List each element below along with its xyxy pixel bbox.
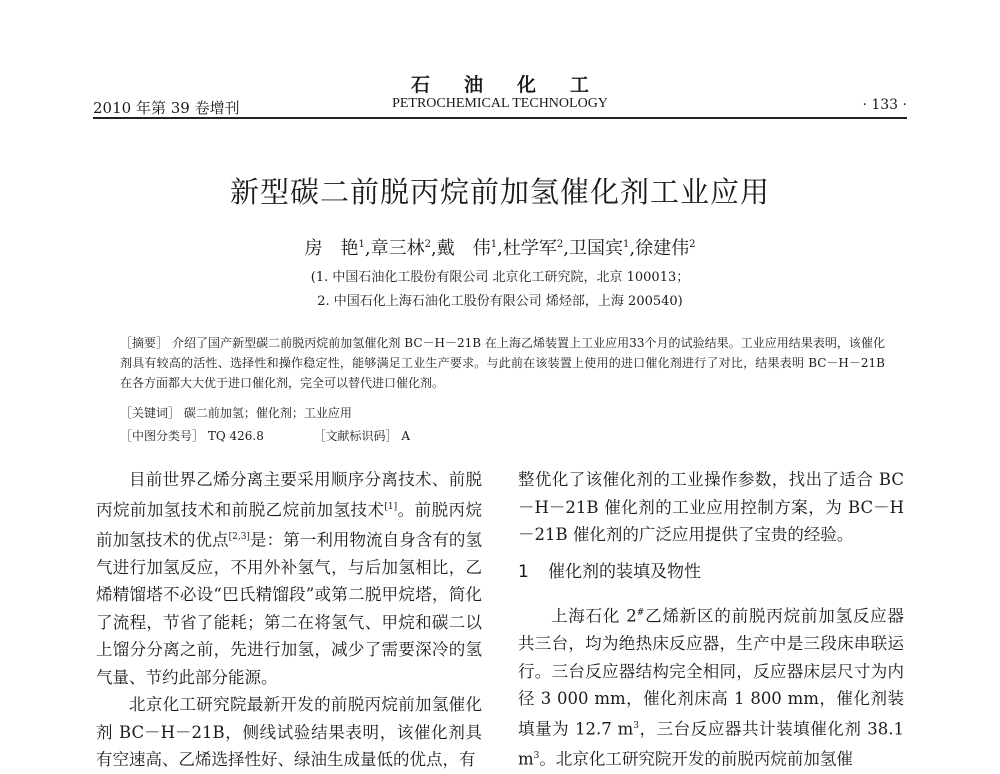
author-affiliation-mark: 2: [556, 239, 564, 250]
text-run: 上海石化 2: [551, 606, 637, 626]
body-paragraph: [96, 466, 482, 691]
superscript: #: [636, 608, 645, 618]
keywords-label: ［关键词］: [120, 406, 181, 420]
author: 卫国宾: [568, 238, 623, 259]
classification-line: [120, 427, 410, 444]
keywords-text: 碳二前加氢；催化剂；工业应用: [183, 406, 352, 420]
citation: [2,3]: [228, 531, 250, 542]
superscript: 3: [533, 750, 540, 761]
classification-label: ［中图分类号］: [120, 429, 205, 443]
body-paragraph: 北京化工研究院最新开发的前脱丙烷前加氢催化剂 BC－H－21B，侧线试验结果表明，该催化剂具有空速高、乙烯选择性好、绿油生成量低的优点，有: [96, 695, 482, 769]
section-number: 1: [518, 561, 529, 582]
section-title: 催化剂的装填及物性: [548, 561, 701, 582]
affiliation-2: 2. 中国石化上海石油化工股份有限公司 烯烃部，上海 200540): [317, 294, 683, 309]
author-affiliation-mark: 2: [689, 239, 696, 250]
classification-value: TQ 426.8: [207, 429, 264, 443]
author-affiliation-mark: 1: [622, 239, 630, 250]
journal-name-cn: 石油化工: [410, 74, 623, 96]
author: 徐建伟: [635, 238, 690, 259]
abstract: [120, 333, 885, 393]
affiliation-1: (1. 中国石油化工股份有限公司 北京化工研究院，北京 100013；: [310, 270, 690, 285]
issue-info: 2010 年第 39 卷增刊: [93, 99, 240, 117]
keywords: [120, 404, 352, 421]
section-heading: [518, 559, 904, 587]
header-rule: [93, 117, 907, 119]
author: 戴 伟: [436, 238, 491, 259]
superscript: 3: [633, 720, 639, 731]
body-paragraph: 整优化了该催化剂的工业操作参数，找出了适合 BC－H－21B 催化剂的工业应用控制方案，为 BC－H－21B 催化剂的广泛应用提供了宝贵的经验。: [518, 470, 904, 544]
text-run: 。前脱丙烷前加氢技术的优点: [96, 500, 483, 549]
author-affiliation-mark: 2: [424, 239, 432, 250]
text-run: 乙烯新区的前脱丙烷前加氢反应器共三台，均为绝热床反应器，生产中是三段床串联运行。三台反应器结构完全相同，反应器床层尺寸为内径 3 000 mm，催化剂床高 1 800 mm，催化剂装填量为 12.7 m: [518, 606, 904, 738]
abstract-text: 介绍了国产新型碳二前脱丙烷前加氢催化剂 BC－H－21B 在上海乙烯装置上工业应用33个月的试验结果。工业应用结果表明，该催化剂具有较高的活性、选择性和操作稳定性，能够满足工业生产要求。与此前在该装置上使用的进口催化剂进行了对比，结果表明 BC－H－21B 在各方面都大大优于进口催化剂，完全可以替代进口催化剂。: [120, 336, 885, 390]
journal-name-en: PETROCHEMICAL TECHNOLOGY: [392, 96, 608, 111]
body-left-column: [96, 466, 482, 774]
author: 房 艳: [304, 238, 359, 259]
author-affiliation-mark: 1: [490, 239, 498, 250]
body-paragraph: [518, 600, 904, 773]
author: 章三林: [370, 238, 425, 259]
doc-code-value: A: [401, 429, 411, 443]
text-run: 是：第一利用物流自身含有的氢气进行加氢反应，不用外补氢气，与后加氢相比，乙烯精馏塔不必设“巴氏精馏段”或第二脱甲烷塔，简化了流程，节省了能耗；第二在将氢气、甲烷和碳二以上馏分分离之前，先进行加氢，减少了需要深冷的氢气量、节约此部分能源。: [96, 530, 483, 687]
text-run: 目前世界乙烯分离主要采用顺序分离技术、前脱丙烷前加氢技术和前脱乙烷前加氢技术: [96, 470, 482, 519]
author-list: 房 艳$^1$,章三林$^2$,戴 伟$^1$,杜学军$^2$,卫国宾$^1$,徐建伟$^2$: [304, 238, 696, 259]
body-right-column: [518, 466, 904, 773]
text-run: ，三台反应器共计装填催化剂 38.1 m: [518, 719, 905, 768]
page-number: · 133 ·: [862, 97, 907, 113]
doc-code-label: ［文献标识码］: [313, 429, 398, 443]
author: 杜学军: [502, 238, 557, 259]
author-affiliation-mark: 1: [358, 239, 365, 250]
citation: [1]: [384, 501, 398, 512]
abstract-label: ［摘要］: [120, 336, 169, 350]
text-run: 。北京化工研究院开发的前脱丙烷前加氢催: [539, 749, 853, 768]
paper-title: 新型碳二前脱丙烷前加氢催化剂工业应用: [229, 175, 770, 209]
